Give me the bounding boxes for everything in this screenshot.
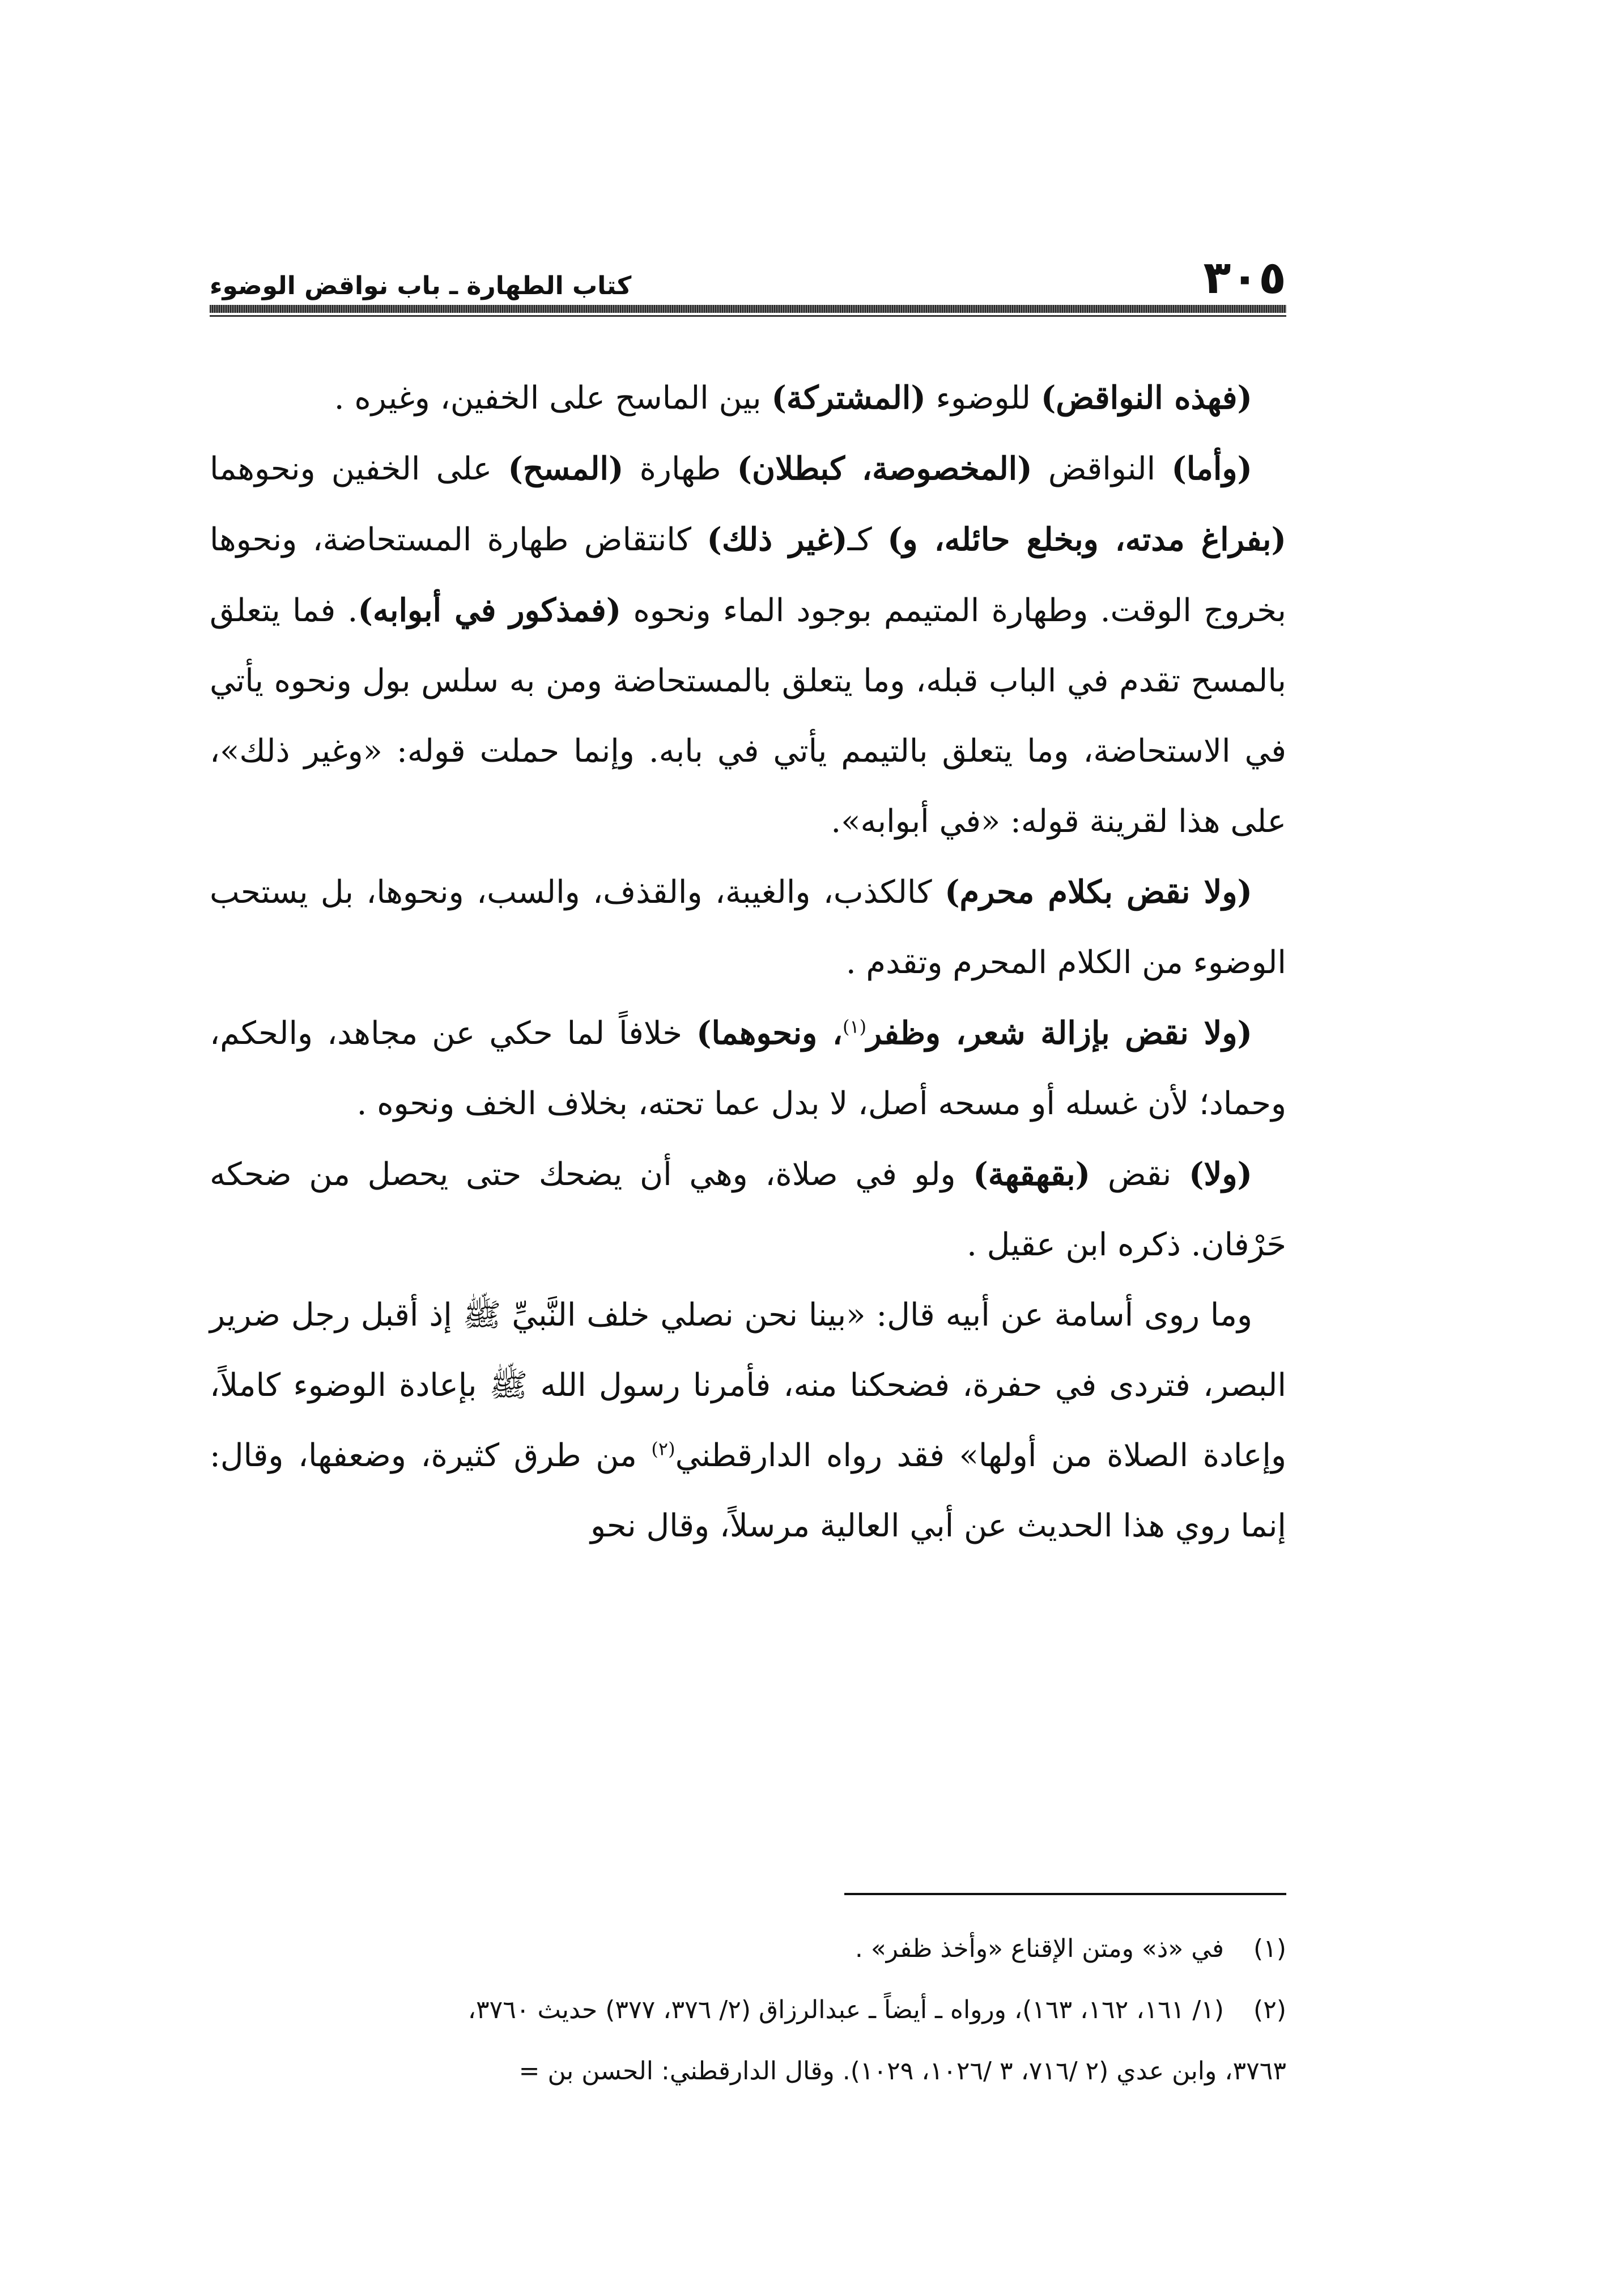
- footnote-text: (١/ ١٦١، ١٦٢، ١٦٣)، ورواه ـ أيضاً ـ عبدالرزاق (٢/ ٣٧٦، ٣٧٧) حديث ٣٧٦٠،: [467, 1995, 1224, 2024]
- text-run: نقض: [1090, 1156, 1189, 1193]
- text-run: طهارة: [623, 451, 737, 487]
- text-run: على الخفين ونحوهما: [210, 451, 508, 487]
- bold-phrase: (المشتركة): [771, 379, 926, 417]
- text-run: وما روى أسامة عن أبيه قال: «بينا نحن نصلي خلف النَّبيِّ ﷺ إذ أقبل رجل ضرير البصر، فتردى في حفرة، فضحكنا منه، فأمرنا رسول الله ﷺ بإعادة الوضوء كاملاً، وإعادة الصلاة من أولها» فقد رواه الدارقطني: [210, 1297, 1286, 1474]
- bold-phrase: (فهذه النواقض): [1040, 379, 1252, 417]
- paragraph-4: [210, 998, 1286, 1139]
- bold-phrase: (فمذكور في أبوابه): [358, 592, 622, 629]
- running-title: كتاب الطهارة ـ باب نواقض الوضوء: [210, 271, 632, 300]
- text-run: ولو في صلاة، وهي أن يضحك حتى يحصل من ضحكه حَرْفان. ذكره ابن عقيل .: [210, 1156, 1286, 1263]
- footnote-number: (٢): [1253, 1995, 1286, 2024]
- footnote-text: في «ذ» ومتن الإقناع «وأخذ ظفر» .: [854, 1934, 1224, 1963]
- bold-phrase: (المسح): [508, 450, 624, 487]
- text-run: كـ: [847, 521, 888, 558]
- header-rule-thin: [210, 315, 1286, 317]
- paragraph-1: [210, 363, 1286, 434]
- footnote-separator: [844, 1893, 1286, 1895]
- text-run: للوضوء: [925, 380, 1041, 417]
- text-run: بين الماسح على الخفين، وغيره .: [334, 380, 772, 417]
- text-run: من طرق كثيرة، وضعفها، وقال: إنما روي هذا الحديث عن أبي العالية مرسلاً، وقال نحو: [210, 1437, 1286, 1544]
- bold-phrase: (ولا نقض بإزالة شعر، وظفر: [866, 1014, 1252, 1052]
- bold-phrase: (المخصوصة، كبطلان): [737, 450, 1032, 487]
- bold-phrase: (غير ذلك): [707, 521, 848, 558]
- running-header: [210, 238, 1286, 304]
- text-run: النواقض: [1032, 451, 1172, 487]
- main-text: [210, 363, 1286, 1561]
- text-run: كالكذب، والغيبة، والقذف، والسب، ونحوها، بل يستحب الوضوء من الكلام المحرم وتقدم .: [210, 874, 1286, 981]
- footnote-number: (١): [1253, 1934, 1286, 1963]
- paragraph-3: [210, 857, 1286, 998]
- footnote-1: [210, 1918, 1286, 1980]
- paragraph-2: [210, 434, 1286, 857]
- bold-phrase: ، ونحوهما): [696, 1014, 843, 1052]
- paragraph-5: [210, 1139, 1286, 1280]
- bold-phrase: (بفراغ مدته، وبخلع حائله، و): [887, 521, 1287, 558]
- footnote-ref-2[interactable]: (٢): [651, 1438, 675, 1460]
- footnote-2: [210, 1980, 1286, 2041]
- text-run: . فما يتعلق بالمسح تقدم في الباب قبله، وما يتعلق بالمستحاضة ومن به سلس بول ونحوه يأتي في الاستحاضة، وما يتعلق بالتيمم يأتي في بابه. وإنما حملت قوله: «وغير ذلك»، على هذا لقرينة قوله: «في أبوابه».: [210, 592, 1286, 840]
- footnote-ref-1[interactable]: (١): [842, 1016, 867, 1038]
- footnote-2-continuation: ٣٧٦٣، وابن عدي (٢ /٧١٦، ٣ /١٠٢٦، ١٠٢٩). وقال الدارقطني: الحسن بن =: [518, 2057, 1286, 2086]
- footnotes: [210, 1918, 1286, 2102]
- text-run: كانتقاض طهارة المستحاضة، ونحوها بخروج الوقت. وطهارة المتيمم بوجود الماء ونحوه: [210, 521, 1286, 629]
- text-run: خلافاً لما حكي عن مجاهد، والحكم، وحماد؛ لأن غسله أو مسحه أصل، لا بدل عما تحته، بخلاف الخف ونحوه .: [210, 1015, 1286, 1122]
- bold-phrase: (ولا): [1189, 1156, 1253, 1193]
- bold-phrase: (ولا نقض بكلام محرم): [945, 873, 1252, 911]
- header-rule: [210, 305, 1286, 313]
- paragraph-6: [210, 1280, 1286, 1561]
- bold-phrase: (وأما): [1171, 450, 1253, 487]
- bold-phrase: (بقهقهة): [973, 1156, 1091, 1193]
- page-number: ٣٠٥: [1203, 251, 1286, 304]
